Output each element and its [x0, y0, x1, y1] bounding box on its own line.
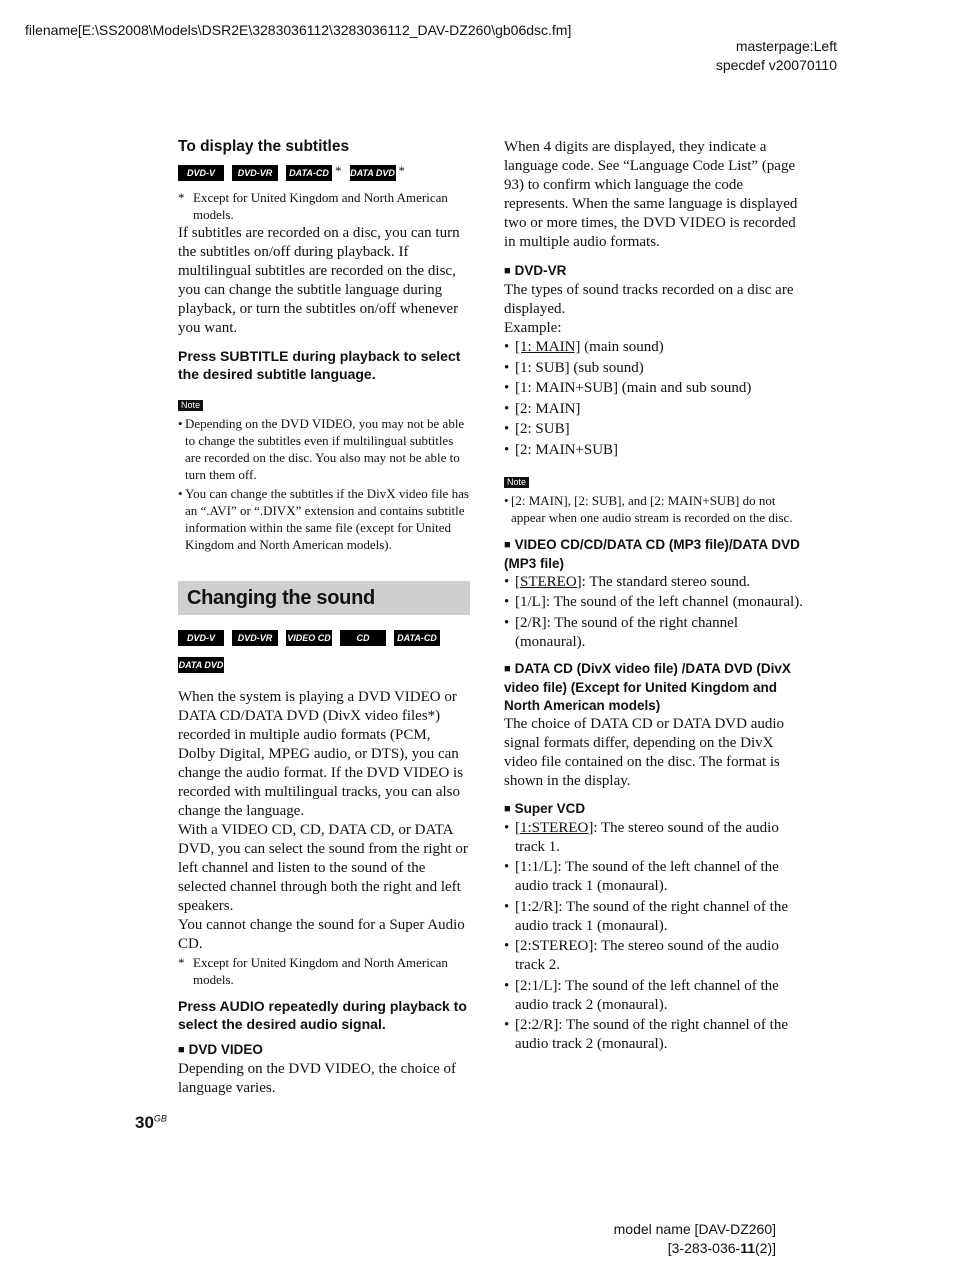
part-code-suffix: (2)] — [755, 1240, 776, 1256]
sound-paragraph-2: With a VIDEO CD, CD, DATA CD, or DATA DVD, you can select the sound from the right or left channel and listen to the sound of the selected channel through both the right and left speakers. — [178, 822, 468, 914]
page-number-suffix: GB — [153, 1113, 167, 1124]
subtitle-disc-badges — [178, 165, 470, 181]
list-item — [504, 898, 804, 936]
list-text: [2: MAIN+SUB] — [515, 441, 619, 458]
bullet: • — [504, 573, 510, 590]
sound-paragraph-1: When the system is playing a DVD VIDEO or DATA CD/DATA DVD (DivX video files*) recorded in multiple audio formats (PCM, Dolby Digital, MPEG audio, or DTS), you can change the audio format. If the DVD VIDEO is recorded with multilingual tracks, you can also change the language. — [178, 689, 464, 819]
dvd-video-heading: ■ DVD VIDEO — [178, 1041, 470, 1060]
audio-instruction: Press AUDIO repeatedly during playback to select the desired audio signal. — [178, 998, 467, 1032]
list-item — [504, 573, 804, 592]
bullet: • — [504, 898, 510, 915]
note-text: [2: MAIN], [2: SUB], and [2: MAIN+SUB] do not appear when one audio stream is recorded on the disc. — [511, 492, 793, 525]
video-cd-heading: ■ VIDEO CD/CD/DATA CD (MP3 file)/DATA DVD (MP3 file) — [504, 536, 804, 573]
list-item — [504, 420, 804, 439]
list-text: [2:STEREO]: The stereo sound of the audio track 2. — [515, 938, 779, 973]
bullet: • — [504, 492, 509, 508]
badge-dvd-vr: DVD-VR — [232, 165, 278, 181]
note-block — [504, 472, 804, 526]
footer-model — [614, 1220, 776, 1258]
list-item — [504, 379, 804, 398]
list-item — [504, 819, 804, 857]
bullet: • — [504, 938, 510, 954]
list-text: [2: MAIN] — [515, 400, 581, 417]
list-text: [1/L]: The sound of the left channel (monaural). — [515, 594, 803, 610]
sound-paragraph-3: You cannot change the sound for a Super Audio CD. — [178, 917, 465, 952]
divx-text: The choice of DATA CD or DATA DVD audio signal formats differ, depending on the DivX video file contained on the disc. The format is shown in the display. — [504, 715, 785, 789]
list-text: [1: MAIN+SUB] (main and sub sound) — [515, 380, 752, 396]
footnote-text: Except for United Kingdom and North American models. — [193, 190, 448, 222]
dvd-video-text: Depending on the DVD VIDEO, the choice of language varies. — [178, 1061, 456, 1096]
dvd-vr-text: The types of sound tracks recorded on a disc are displayed. — [504, 282, 794, 317]
list-text: [1:2/R]: The sound of the right channel of the audio track 1 (monaural). — [515, 898, 788, 934]
bullet: • — [504, 339, 510, 355]
note-badge: Note — [504, 477, 529, 488]
list-item — [504, 977, 804, 1015]
part-code-prefix: [3-283-036- — [667, 1240, 741, 1256]
example-label: Example: — [504, 320, 562, 336]
super-vcd-heading: ■ Super VCD — [504, 800, 804, 819]
badge-cd: CD — [340, 630, 386, 646]
badge-data-cd: DATA-CD — [394, 630, 440, 646]
list-item — [504, 338, 804, 357]
list-item — [504, 614, 804, 652]
filename-header: filename[E:\SS2008\Models\DSR2E\3283036112\3283036112_DAV-DZ260\gb06dsc.fm] — [25, 22, 572, 38]
option-desc: : The stereo sound of the audio track 1. — [515, 819, 779, 855]
badge-data-cd: DATA-CD — [286, 165, 332, 181]
list-item — [504, 400, 804, 419]
bullet: • — [504, 400, 510, 417]
note-block — [178, 395, 470, 553]
list-text: [2:2/R]: The sound of the right channel of the audio track 2 (monaural). — [515, 1017, 788, 1052]
footnote-text: Except for United Kingdom and North American models. — [193, 955, 448, 987]
option-desc: (main sound) — [580, 339, 664, 355]
badge-asterisk: * — [335, 163, 342, 178]
bullet: • — [504, 359, 510, 376]
list-item — [504, 441, 804, 460]
masterpage-header — [716, 37, 837, 75]
note-item — [504, 492, 804, 526]
right-column — [504, 138, 804, 1056]
bullet: • — [178, 486, 183, 501]
list-item — [504, 593, 804, 612]
bullet: • — [504, 1017, 510, 1033]
note-text: Depending on the DVD VIDEO, you may not be able to change the subtitles even if multilingual subtitles are recorded on the disc. You also may not be able to turn them off. — [185, 416, 465, 482]
list-item — [504, 1016, 804, 1054]
part-code-bold: 11 — [740, 1240, 755, 1256]
note-item — [178, 485, 470, 553]
section-title: Changing the sound — [178, 581, 470, 615]
badge-data-dvd: DATA DVD — [178, 657, 224, 673]
option-desc: : The standard stereo sound. — [581, 573, 751, 590]
list-text: [2/R]: The sound of the right channel (monaural). — [515, 614, 739, 650]
badge-asterisk: * — [398, 163, 405, 178]
badge-dvd-vr: DVD-VR — [232, 630, 278, 646]
list-item — [504, 359, 804, 378]
note-item — [178, 415, 470, 483]
dvd-vr-heading: ■ DVD-VR — [504, 262, 804, 281]
bullet: • — [504, 421, 510, 437]
bullet: • — [504, 859, 510, 875]
badge-video-cd: VIDEO CD — [286, 630, 332, 646]
list-text: [2:1/L]: The sound of the left channel of the audio track 2 (monaural). — [515, 977, 779, 1013]
default-option: [STEREO] — [515, 573, 582, 590]
bullet: • — [504, 614, 510, 631]
list-text: [2: SUB] — [515, 421, 570, 437]
model-name: model name [DAV-DZ260] — [613, 1221, 776, 1237]
footnote-star: * — [178, 190, 185, 205]
badge-data-dvd: DATA DVD — [350, 165, 396, 181]
sound-disc-badges — [178, 630, 470, 673]
page-number — [135, 1113, 167, 1133]
note-badge: Note — [178, 400, 203, 411]
page-number-value: 30 — [135, 1113, 154, 1132]
specdef-label: specdef v20070110 — [715, 57, 837, 73]
footnote — [178, 954, 470, 988]
subtitle-instruction: Press SUBTITLE during playback to select the desired subtitle language. — [178, 348, 461, 382]
default-option: [1: MAIN] — [515, 339, 581, 355]
footnote — [178, 189, 470, 223]
badge-dvd-v: DVD-V — [178, 165, 224, 181]
bullet: • — [504, 594, 510, 610]
list-item — [504, 858, 804, 896]
bullet: • — [504, 819, 510, 836]
bullet: • — [178, 416, 183, 431]
subtitles-heading: To display the subtitles — [178, 138, 350, 155]
bullet: • — [504, 441, 510, 458]
list-text: [1:1/L]: The sound of the left channel of the audio track 1 (monaural). — [515, 859, 779, 894]
default-option: [1:STEREO] — [515, 819, 594, 836]
bullet: • — [504, 977, 510, 994]
left-column — [178, 136, 470, 1098]
subtitles-paragraph: If subtitles are recorded on a disc, you can turn the subtitles on/off during playback. If multilingual subtitles are recorded on the disc, you can change the subtitle language during playback, or turn the subtitles on/off whenever you want. — [178, 225, 460, 336]
bullet: • — [504, 380, 510, 396]
list-text: [1: SUB] (sub sound) — [515, 359, 644, 376]
note-text: You can change the subtitles if the DivX video file has an “.AVI” or “.DIVX” extension and contains subtitle information within the same file (except for United Kingdom and North American models). — [185, 486, 469, 552]
footnote-star: * — [178, 955, 185, 970]
masterpage-label: masterpage:Left — [735, 38, 837, 54]
part-code — [614, 1239, 776, 1258]
divx-heading: ■ DATA CD (DivX video file) /DATA DVD (DivX video file) (Except for United Kingdom and North American models) — [504, 660, 804, 715]
language-code-paragraph: When 4 digits are displayed, they indicate a language code. See “Language Code List” (page 93) to confirm which language the code represents. When the same language is displayed two or more times, the DVD VIDEO is recorded in multiple audio formats. — [504, 139, 798, 250]
list-item — [504, 937, 804, 975]
badge-dvd-v: DVD-V — [178, 630, 224, 646]
